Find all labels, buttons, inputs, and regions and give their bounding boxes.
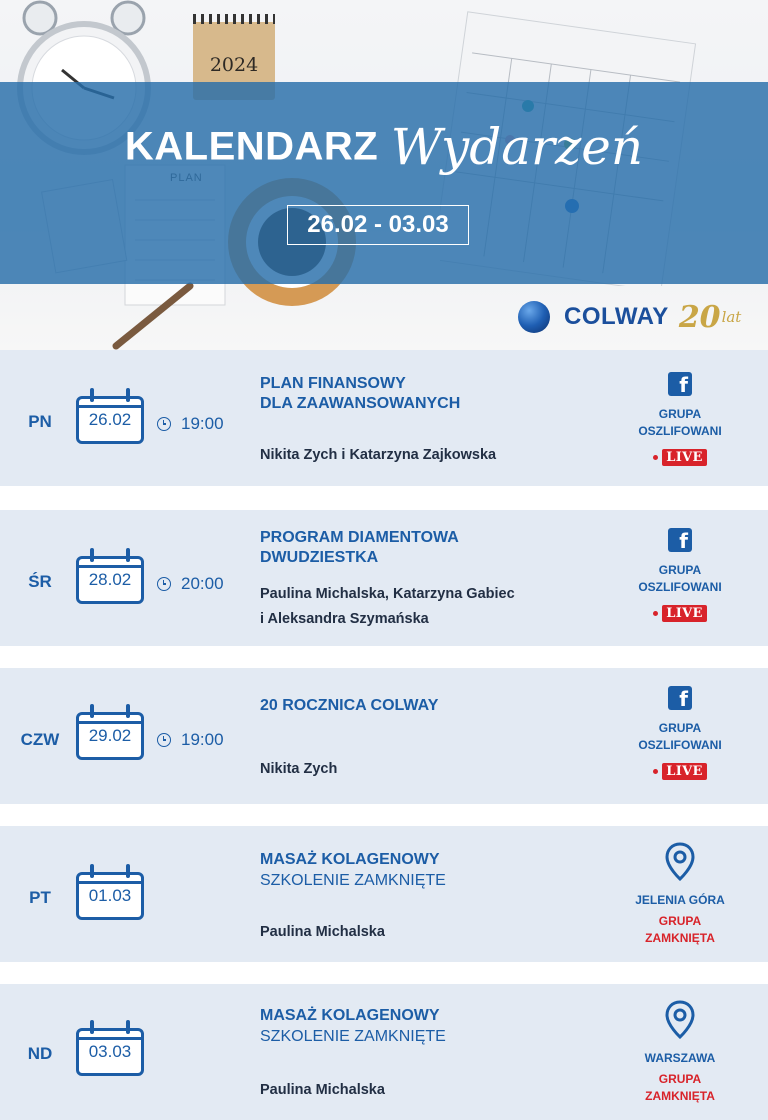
event-date: 01.03 — [88, 886, 132, 905]
event-speakers — [260, 757, 590, 782]
event-speakers — [260, 582, 590, 632]
event-time — [157, 730, 224, 750]
event-title — [260, 1006, 590, 1026]
live-label: LIVE — [662, 763, 706, 780]
clock-icon — [157, 417, 171, 431]
event-day: PN — [28, 412, 52, 431]
calendar-icon — [76, 548, 144, 608]
event-title — [260, 850, 590, 870]
event-day: PT — [29, 888, 51, 907]
event-row — [0, 984, 768, 1120]
title-main: KALENDARZ — [124, 124, 379, 169]
event-time — [157, 574, 224, 594]
event-time — [157, 414, 224, 434]
live-label: LIVE — [662, 605, 706, 622]
live-dot-icon — [653, 611, 658, 616]
calendar-icon — [76, 704, 144, 764]
event-row — [0, 826, 768, 962]
event-speaker-line: Paulina Michalska — [260, 1082, 385, 1098]
logo-lat: lat — [721, 308, 742, 326]
event-row — [0, 510, 768, 646]
event-title — [260, 528, 590, 568]
event-speaker-line: Nikita Zych — [260, 761, 338, 777]
event-date: 26.02 — [88, 410, 132, 429]
location-pin-icon — [664, 1000, 696, 1040]
event-title-line: DLA ZAAWANSOWANYCH — [260, 395, 461, 412]
event-location[interactable] — [615, 1000, 745, 1105]
event-title-line: MASAŻ KOLAGENOWY — [260, 1007, 440, 1024]
calendar-icon — [76, 1020, 144, 1080]
logo-sphere-icon — [518, 301, 550, 333]
facebook-icon: f — [668, 372, 692, 396]
event-speaker-line: Paulina Michalska, Katarzyna Gabiec — [260, 586, 515, 602]
event-time-text: 20:00 — [181, 574, 224, 593]
live-dot-icon — [653, 769, 658, 774]
live-badge — [615, 605, 745, 622]
calendar-icon — [76, 388, 144, 448]
event-title-line: MASAŻ KOLAGENOWY — [260, 851, 440, 868]
year-label: 2024 — [209, 54, 259, 76]
logo-text: COLWAY — [564, 303, 669, 330]
clock-icon — [157, 577, 171, 591]
event-date: 28.02 — [88, 570, 132, 589]
live-badge — [615, 763, 745, 780]
event-title — [260, 696, 590, 716]
event-date: 03.03 — [88, 1042, 132, 1061]
logo-years: 20 — [678, 299, 721, 335]
live-dot-icon — [653, 455, 658, 460]
live-label: LIVE — [662, 449, 706, 466]
event-time-text: 19:00 — [181, 730, 224, 749]
facebook-icon: f — [668, 528, 692, 552]
event-speakers — [260, 920, 590, 945]
closed-group: GRUPA ZAMKNIĘTA — [645, 1072, 715, 1103]
live-badge — [615, 449, 745, 466]
pencil-illustration — [108, 280, 198, 350]
event-speakers — [260, 443, 590, 468]
event-platform[interactable] — [615, 372, 745, 466]
event-title-line: DWUDZIESTKA — [260, 549, 379, 566]
event-title — [260, 374, 590, 414]
event-day: CZW — [20, 730, 60, 749]
location-name: JELENIA GÓRA — [635, 893, 725, 907]
location-pin-icon — [664, 842, 696, 882]
event-speaker-line: Nikita Zych i Katarzyna Zajkowska — [260, 447, 497, 463]
event-day: ŚR — [28, 572, 52, 591]
event-title-line: PROGRAM DIAMENTOWA — [260, 529, 459, 546]
title-script: Wydarzeń — [390, 118, 644, 176]
event-time-text: 19:00 — [181, 414, 224, 433]
location-name: WARSZAWA — [644, 1051, 716, 1065]
event-day: ND — [27, 1044, 53, 1063]
closed-group: GRUPA ZAMKNIĘTA — [645, 914, 715, 945]
event-location[interactable] — [615, 842, 745, 947]
event-row — [0, 350, 768, 486]
group-name: GRUPA OSZLIFOWANI — [638, 721, 722, 752]
facebook-icon: f — [668, 686, 692, 710]
event-subtitle: SZKOLENIE ZAMKNIĘTE — [260, 872, 446, 889]
event-row — [0, 668, 768, 804]
calendar-icon — [76, 864, 144, 924]
date-range: 26.02 - 03.03 — [287, 205, 469, 245]
event-title-line: PLAN FINANSOWY — [260, 375, 406, 392]
event-platform[interactable] — [615, 686, 745, 780]
colway-logo — [518, 300, 741, 334]
group-name: GRUPA OSZLIFOWANI — [638, 563, 722, 594]
event-subtitle: SZKOLENIE ZAMKNIĘTE — [260, 1028, 446, 1045]
event-title-line: 20 ROCZNICA COLWAY — [260, 697, 439, 714]
event-platform[interactable] — [615, 528, 745, 622]
header-banner — [0, 0, 768, 350]
event-speaker-line: Paulina Michalska — [260, 924, 385, 940]
group-name: GRUPA OSZLIFOWANI — [638, 407, 722, 438]
event-speaker-line: i Aleksandra Szymańska — [260, 611, 429, 627]
clock-icon — [157, 733, 171, 747]
title-band — [0, 82, 768, 284]
title — [0, 118, 768, 176]
event-date: 29.02 — [88, 726, 132, 745]
event-speakers — [260, 1078, 590, 1103]
